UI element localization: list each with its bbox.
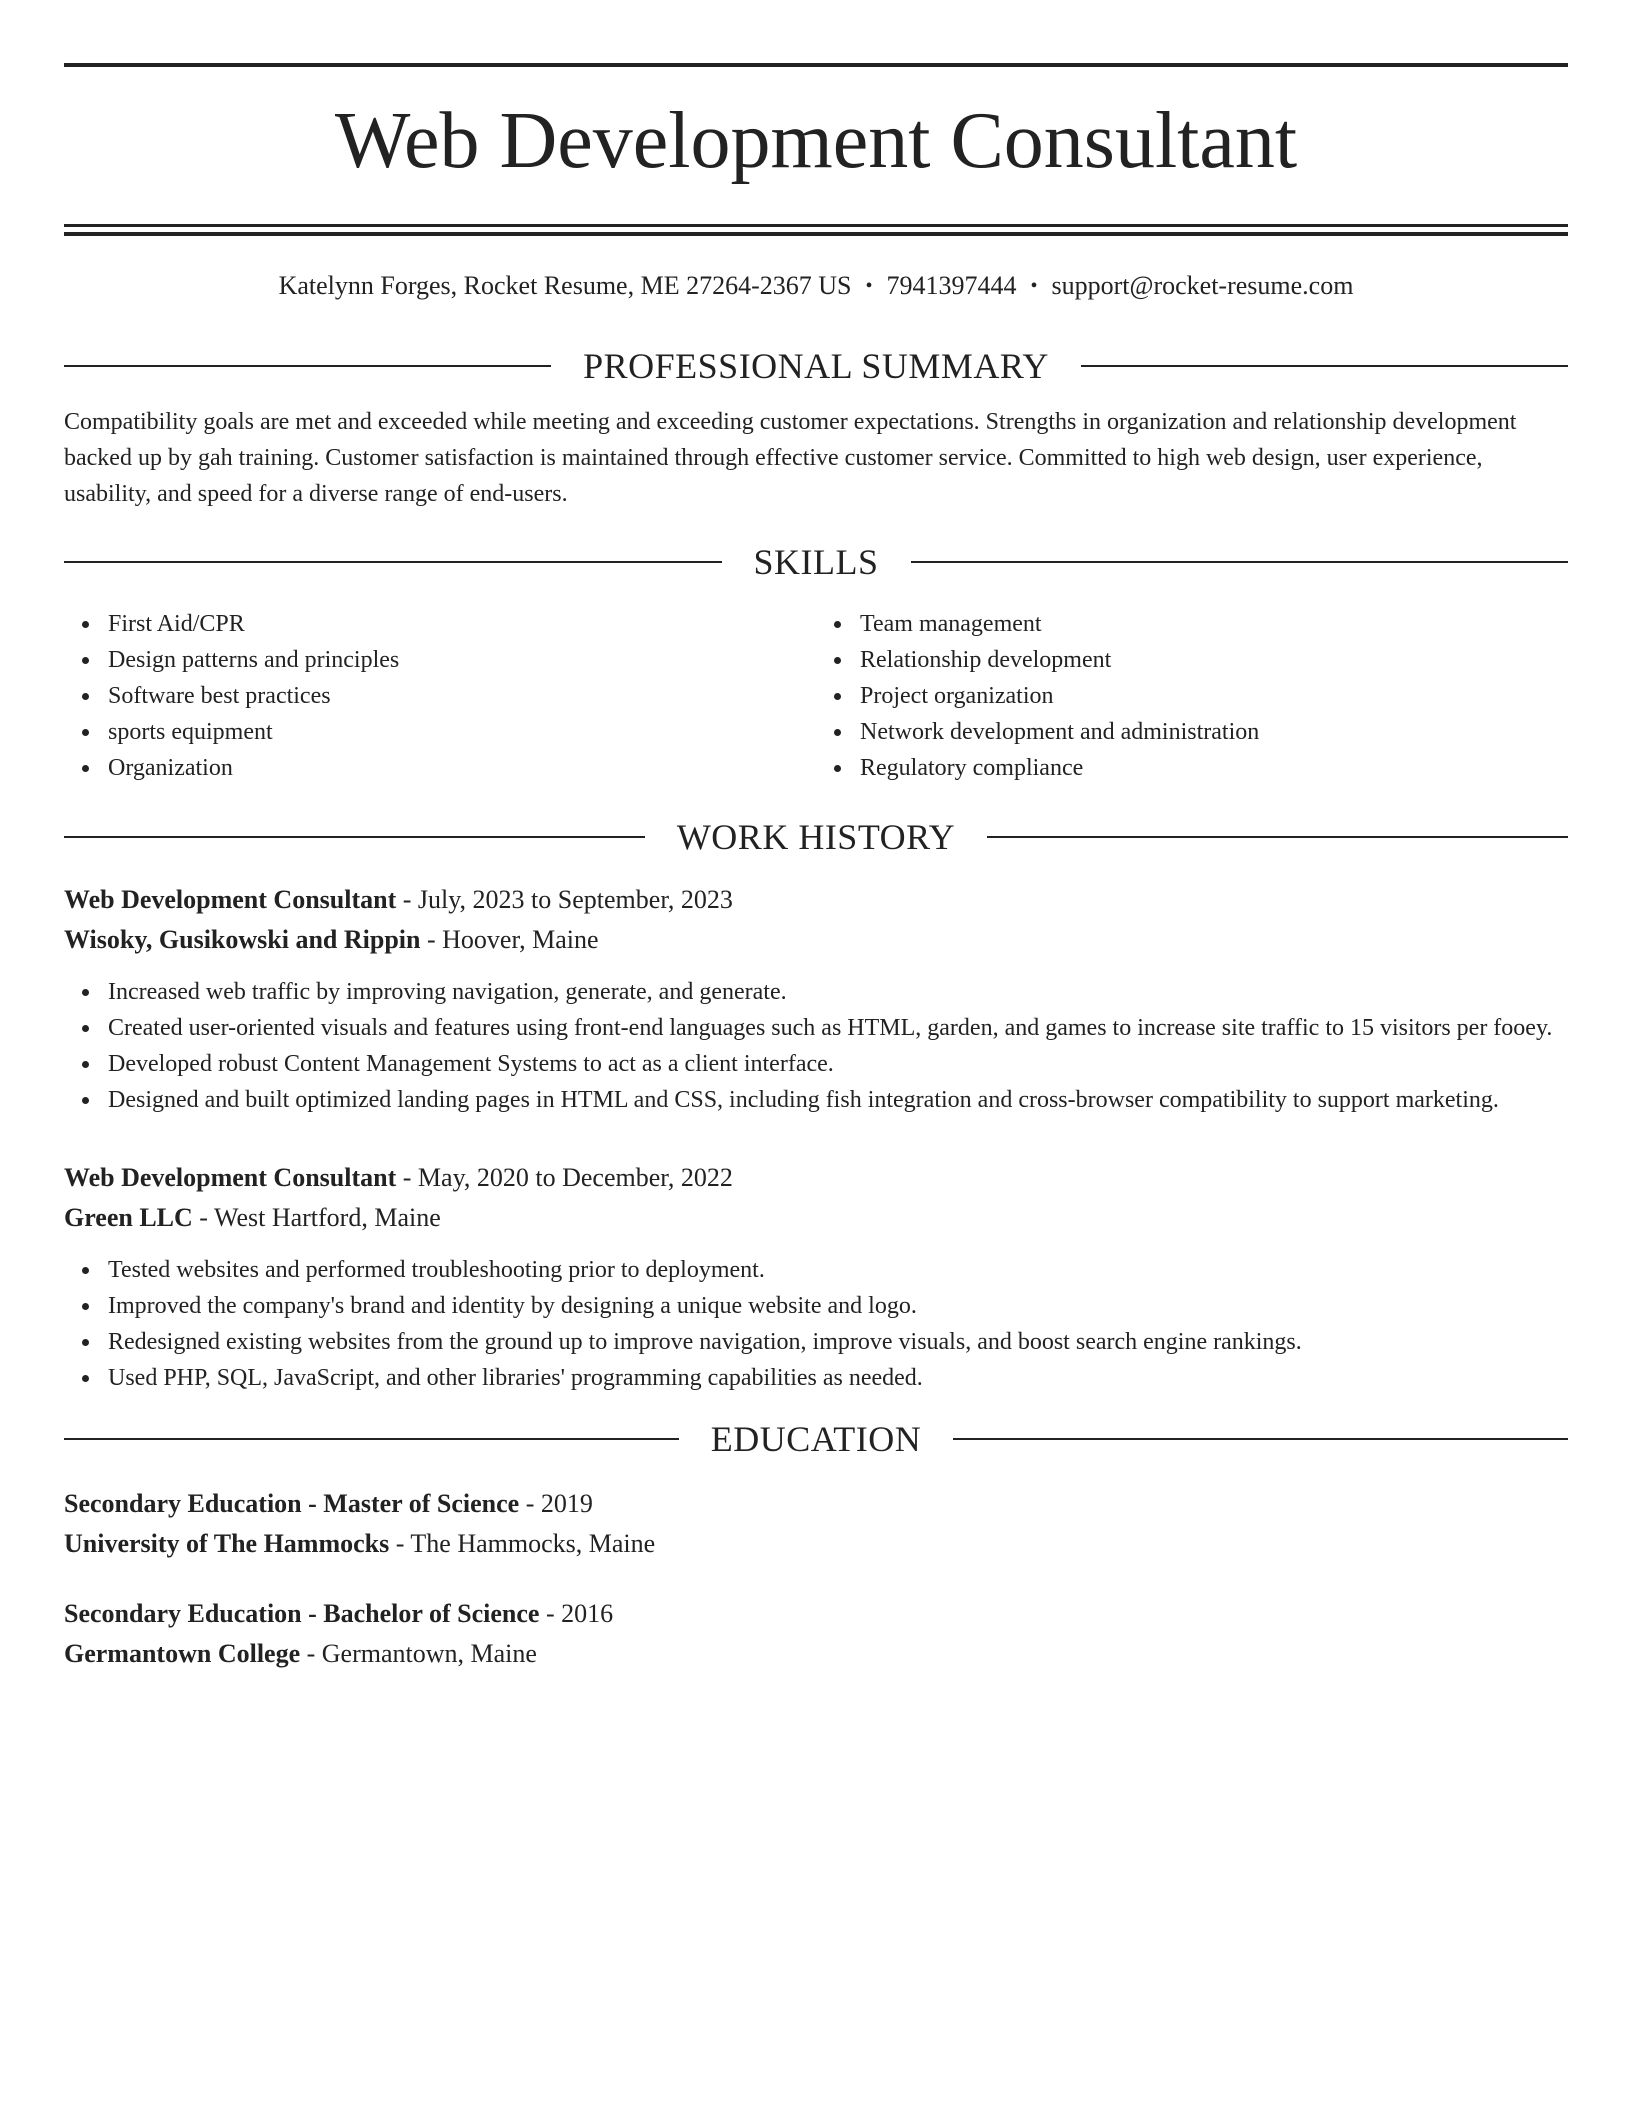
school-line (64, 1524, 1568, 1564)
divider-line (987, 836, 1568, 838)
degree-year: - 2016 (545, 1599, 614, 1628)
job-bullet: Improved the company's brand and identity by designing a unique website and logo. (108, 1288, 1568, 1324)
job-location: - Hoover, Maine (426, 925, 599, 954)
degree: Secondary Education - Bachelor of Science (64, 1599, 540, 1628)
skill-item: Team management (860, 606, 1568, 642)
contact-separator: • (1030, 275, 1038, 297)
divider-line (64, 561, 722, 563)
job-bullet: Developed robust Content Management Systems to act as a client interface. (108, 1046, 1568, 1082)
skill-item: Network development and administration (860, 714, 1568, 750)
skill-item: Regulatory compliance (860, 750, 1568, 786)
summary-text: Compatibility goals are met and exceeded while meeting and exceeding customer expectations. Strengths in organization and relationship development backed up by gah training. Customer satisfaction is maintained through effective customer service. Committed to high web design, user experience, usability, and speed for a diverse range of end-users. (64, 409, 1517, 507)
job-bullets (64, 974, 1568, 1118)
divider-line (64, 836, 645, 838)
job-entry (64, 1158, 1568, 1396)
skills-column-left (64, 606, 816, 786)
title-rule-lower (64, 232, 1568, 236)
title-rule-upper (64, 224, 1568, 227)
section-header-education (64, 1419, 1568, 1459)
school-location: - Germantown, Maine (306, 1639, 537, 1668)
skill-item: First Aid/CPR (108, 606, 816, 642)
skill-item: sports equipment (108, 714, 816, 750)
skill-item: Software best practices (108, 678, 816, 714)
job-bullet: Designed and built optimized landing pages in HTML and CSS, including fish integration and cross-browser compatibility to support marketing. (108, 1082, 1568, 1118)
school: University of The Hammocks (64, 1529, 390, 1558)
job-title-line (64, 880, 1568, 920)
skill-item: Relationship development (860, 642, 1568, 678)
skill-item: Organization (108, 750, 816, 786)
contact-email: support@rocket-resume.com (1051, 271, 1354, 300)
job-bullet: Used PHP, SQL, JavaScript, and other libraries' programming capabilities as needed. (108, 1360, 1568, 1396)
skills-column-right (816, 606, 1568, 786)
section-header-summary (64, 346, 1568, 386)
education-entry (64, 1484, 1568, 1564)
job-bullet: Tested websites and performed troubleshooting prior to deployment. (108, 1252, 1568, 1288)
skill-item: Project organization (860, 678, 1568, 714)
job-title: Web Development Consultant (64, 885, 397, 914)
section-header-work (64, 817, 1568, 857)
job-location: - West Hartford, Maine (199, 1203, 441, 1232)
school: Germantown College (64, 1639, 301, 1668)
divider-line (64, 1438, 679, 1440)
school-line (64, 1634, 1568, 1674)
degree-year: - 2019 (525, 1489, 593, 1518)
job-company-line (64, 1198, 1568, 1238)
divider-line (911, 561, 1569, 563)
degree-line (64, 1484, 1568, 1524)
school-location: - The Hammocks, Maine (395, 1529, 656, 1558)
job-bullet: Increased web traffic by improving navigation, generate, and generate. (108, 974, 1568, 1010)
degree: Secondary Education - Master of Science (64, 1489, 520, 1518)
contact-phone: 7941397444 (886, 271, 1017, 300)
divider-line (64, 365, 551, 367)
divider-line (1081, 365, 1568, 367)
degree-line (64, 1594, 1568, 1634)
contact-line (64, 269, 1568, 303)
job-bullet: Redesigned existing websites from the ground up to improve navigation, improve visuals, and boost search engine rankings. (108, 1324, 1568, 1360)
skill-item: Design patterns and principles (108, 642, 816, 678)
contact-address: Katelynn Forges, Rocket Resume, ME 27264-2367 US (278, 271, 852, 300)
education-entry (64, 1594, 1568, 1674)
job-bullet: Created user-oriented visuals and features using front-end languages such as HTML, garden, and games to increase site traffic to 15 visitors per fooey. (108, 1010, 1568, 1046)
job-dates: - July, 2023 to September, 2023 (402, 885, 733, 914)
job-entry (64, 880, 1568, 1118)
job-company: Wisoky, Gusikowski and Rippin (64, 925, 421, 954)
divider-line (953, 1438, 1568, 1440)
resume-title: Web Development Consultant (334, 97, 1298, 185)
job-company-line (64, 920, 1568, 960)
section-title-education: EDUCATION (710, 1419, 922, 1459)
section-title-skills: SKILLS (753, 542, 879, 582)
job-title: Web Development Consultant (64, 1163, 397, 1192)
contact-separator: • (865, 275, 873, 297)
job-title-line (64, 1158, 1568, 1198)
section-header-skills (64, 542, 1568, 582)
section-title-summary: PROFESSIONAL SUMMARY (583, 346, 1049, 386)
skills-list (64, 606, 1568, 786)
job-bullets (64, 1252, 1568, 1396)
section-title-work: WORK HISTORY (676, 817, 956, 857)
job-company: Green LLC (64, 1203, 193, 1232)
job-dates: - May, 2020 to December, 2022 (402, 1163, 733, 1192)
